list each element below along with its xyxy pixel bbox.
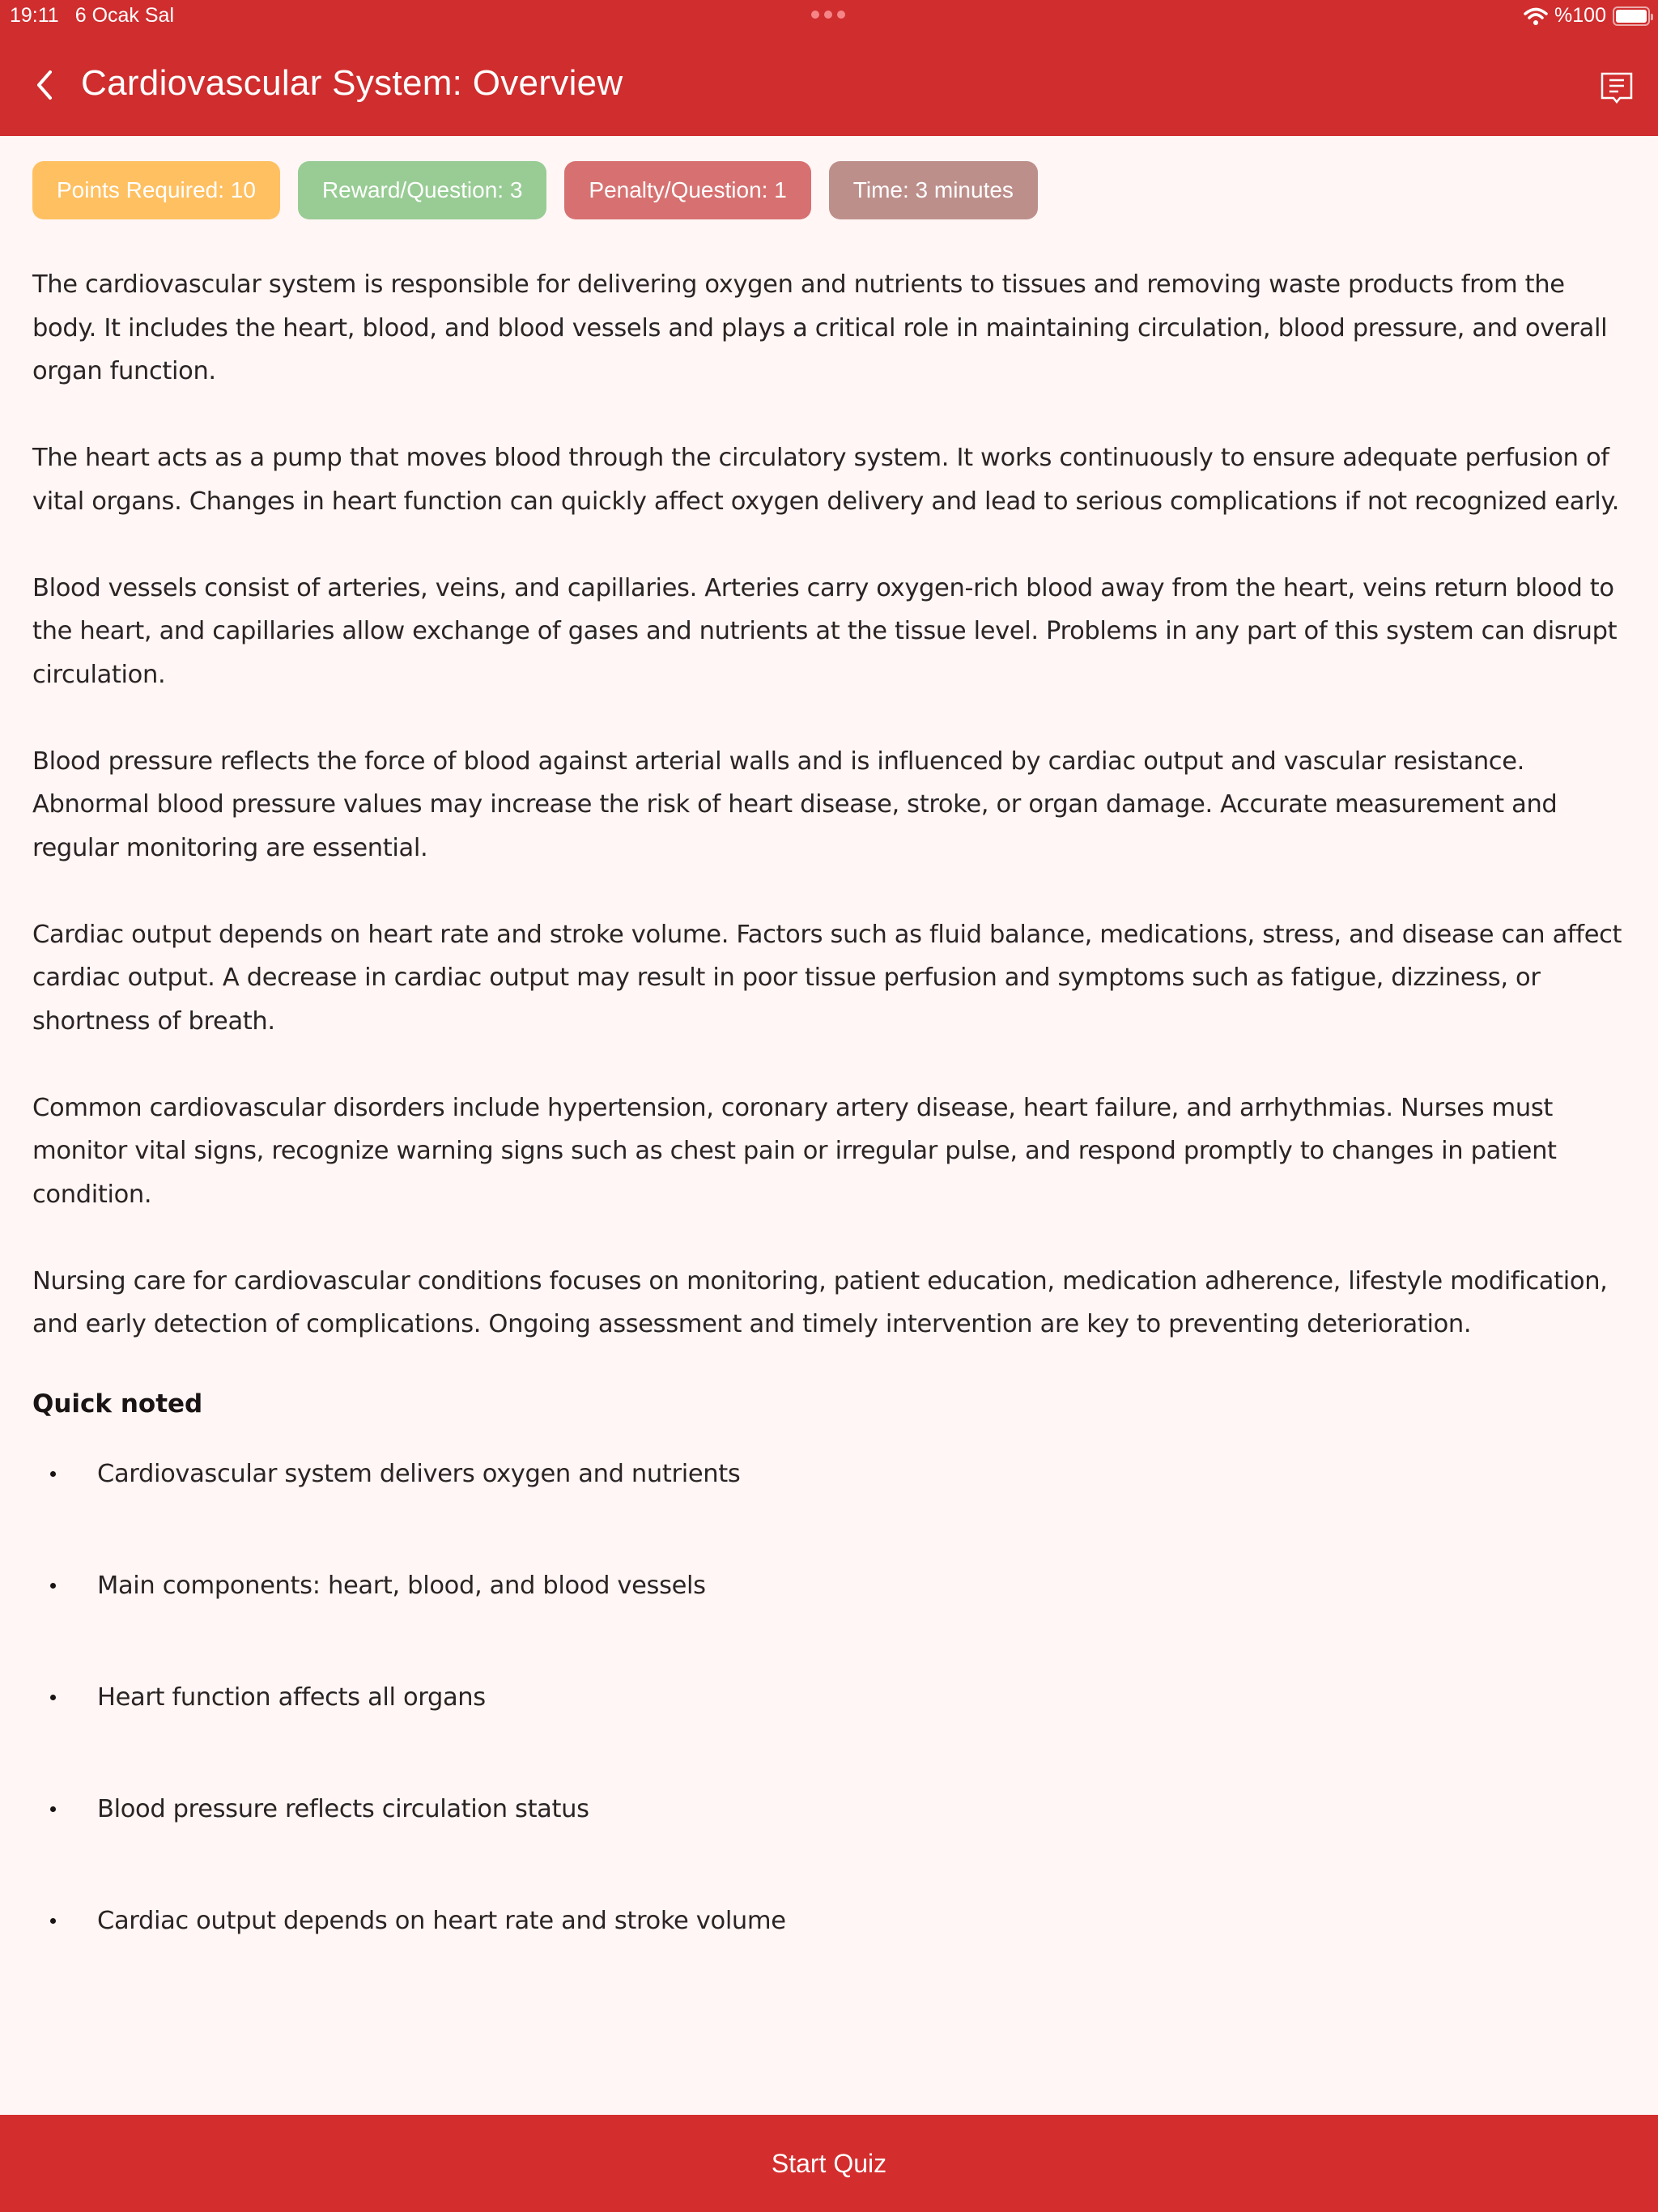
paragraph: Nursing care for cardiovascular conditions focuses on monitoring, patient education, medication adherence, lifestyle modification, and early detection of complications. Ongoing assessment and timely intervention are key to preventing deterioration. [32,1266,1608,1338]
nav-bar [0,32,1658,136]
list-item-text: Cardiovascular system delivers oxygen and nutrients [97,1460,741,1488]
list-item-text: Main components: heart, blood, and blood vessels [97,1572,706,1600]
back-button[interactable] [24,65,65,105]
dot [837,11,845,19]
list-item-text: Heart function affects all organs [97,1683,486,1712]
battery-icon [1613,6,1650,26]
reward-per-question-badge: Reward/Question: 3 [298,161,546,219]
bullet-icon [50,1583,56,1589]
battery-fill [1616,10,1647,23]
status-bar [0,0,1658,32]
bullet-icon [50,1695,56,1700]
dot [811,11,819,19]
list-item [32,1683,1626,1803]
list-item [32,1460,1626,1580]
list-item [32,1795,1626,1915]
paragraph: The heart acts as a pump that moves blood through the circulatory system. It works continuously to ensure adequate perfusion of vital organs. Changes in heart function can quickly affect oxygen delivery and lead to serious complications if not recognized early. [32,444,1620,516]
status-right [1524,4,1650,28]
points-required-badge: Points Required: 10 [32,161,280,219]
status-left [10,4,174,28]
notes-button[interactable] [1598,70,1635,107]
quick-notes-list [32,1460,1626,2027]
paragraph: Common cardiovascular disorders include hypertension, coronary artery disease, heart failure, and arrhythmias. Nurses must monitor vital signs, recognize warning signs such as chest pain or irregular pulse, and respond promptly to changes in patient condition. [32,1093,1557,1209]
bullet-icon [50,1471,56,1477]
wifi-icon [1524,6,1548,26]
penalty-per-question-badge: Penalty/Question: 1 [564,161,810,219]
list-item-text: Blood pressure reflects circulation status [97,1795,589,1823]
header [0,0,1658,136]
bullet-icon [50,1806,56,1812]
quick-notes-title: Quick noted [32,1389,203,1419]
list-item-text: Cardiac output depends on heart rate and stroke volume [97,1907,786,1935]
bullet-icon [50,1918,56,1924]
status-time: 19:11 [10,4,59,27]
paragraph: Blood pressure reflects the force of blood against arterial walls and is influenced by cardiac output and vascular resistance. Abnormal blood pressure values may increase the risk of heart disease, stroke, or organ damage. Accurate measurement and regular monitoring are essential. [32,747,1558,862]
status-date: 6 Ocak Sal [74,4,174,27]
notes-icon [1600,71,1634,105]
paragraph: Blood vessels consist of arteries, veins, and capillaries. Arteries carry oxygen-rich blood away from the heart, veins return blood to the heart, and capillaries allow exchange of gases and nutrients at the tissue level. Problems in any part of this system can disrupt circulation. [32,573,1618,689]
content [0,136,1658,2115]
multitasking-dots-icon[interactable] [811,11,845,19]
page-title: Cardiovascular System: Overview [81,63,623,103]
list-item [32,1907,1626,2027]
battery-percentage: %100 [1554,4,1606,27]
lesson-body [32,263,1626,1346]
battery-tip [1651,14,1653,20]
time-limit-badge: Time: 3 minutes [829,161,1038,219]
list-item [32,1572,1626,1691]
paragraph: The cardiovascular system is responsible for delivering oxygen and nutrients to tissues and removing waste products from the body. It includes the heart, blood, and blood vessels and plays a critical role in maintaining circulation, blood pressure, and overall organ function. [32,270,1608,385]
paragraph: Cardiac output depends on heart rate and stroke volume. Factors such as fluid balance, medications, stress, and disease can affect cardiac output. A decrease in cardiac output may result in poor tissue perfusion and symptoms such as fatigue, dizziness, or shortness of breath. [32,920,1622,1036]
quiz-info-badges [32,136,1626,219]
dot [824,11,832,19]
start-quiz-button[interactable]: Start Quiz [0,2115,1658,2212]
chevron-left-icon [34,69,55,101]
